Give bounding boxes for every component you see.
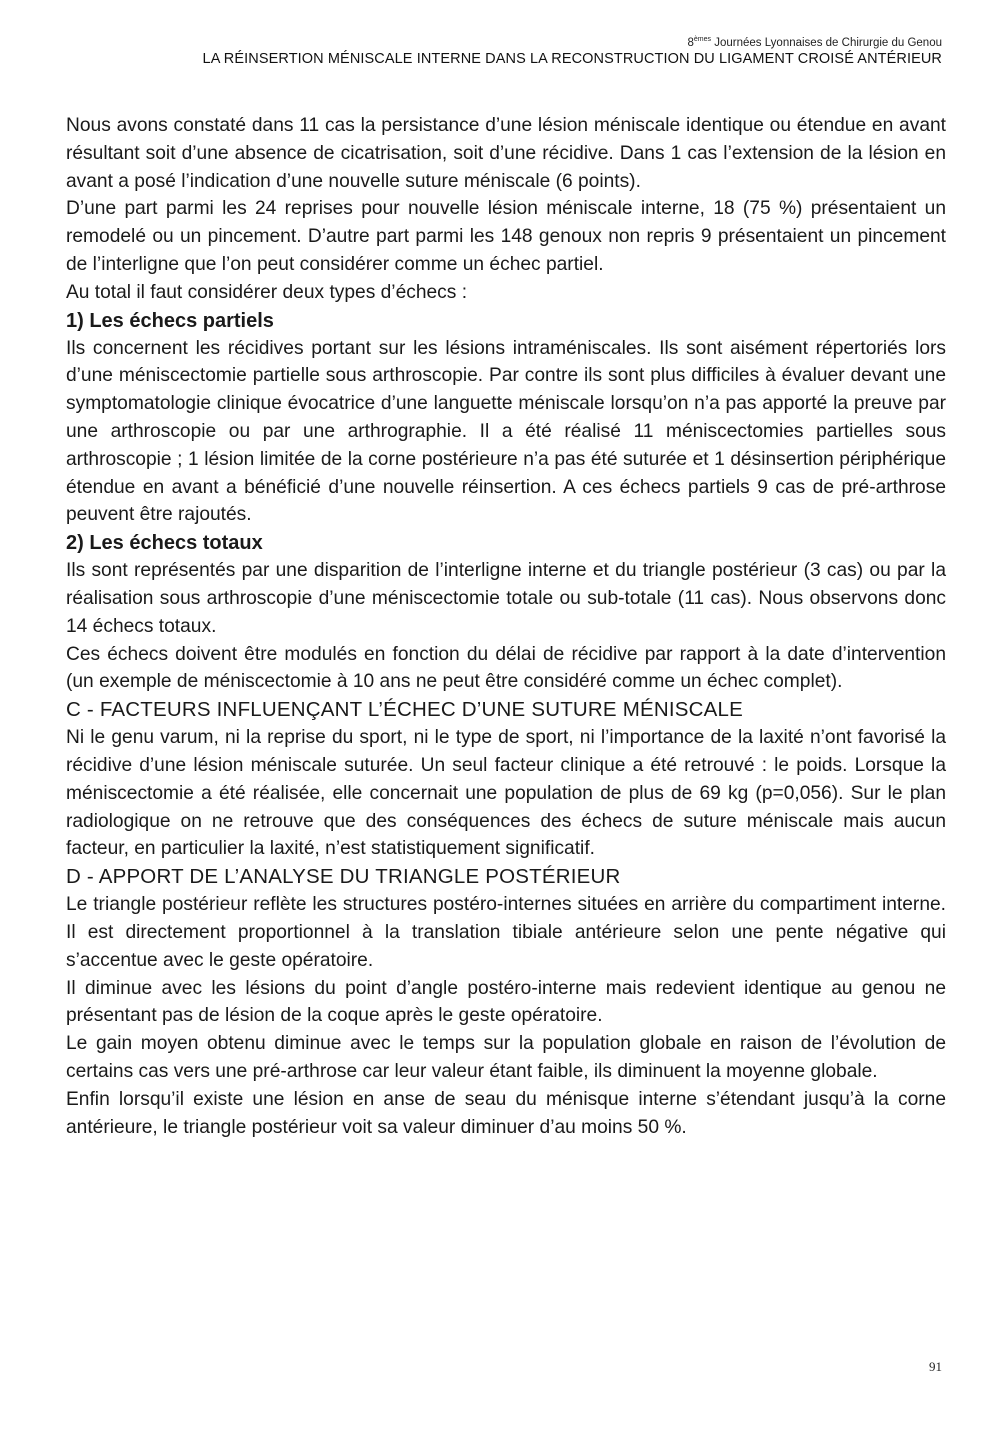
section-title-c: C - FACTEURS INFLUENÇANT L’ÉCHEC D’UNE SUTURE MÉNISCALE [66, 698, 743, 722]
paragraph: Le gain moyen obtenu diminue avec le temps sur la population globale en raison de l’évolution de certains cas vers une pré-arthrose car leur valeur étant faible, ils diminuent la moyenne globale. [66, 1033, 946, 1082]
paragraph: Enfin lorsqu’il existe une lésion en anse de seau du ménisque interne s’étendant jusqu’à la corne antérieure, le triangle postérieur voit sa valeur diminuer d’au moins 50 %. [66, 1088, 946, 1138]
paragraph: Ils sont représentés par une disparition de l’interligne interne et du triangle postérieur (3 cas) ou par la réalisation sous arthroscopie d’une méniscectomie totale ou sub-totale (11 cas). Nous observons donc 14 échecs totaux. [66, 560, 946, 637]
running-header [203, 36, 942, 68]
paragraph: Il diminue avec les lésions du point d’angle postéro-interne mais redevient identique au genou ne présentant pas de lésion de la coque après le geste opératoire. [66, 977, 946, 1027]
journal-line [203, 36, 942, 50]
subheading-total-failures: 2) Les échecs totaux [66, 532, 263, 555]
body-text [66, 112, 946, 1141]
edition-suffix: èmes [693, 36, 711, 44]
paragraph: Ces échecs doivent être modulés en fonction du délai de récidive par rapport à la date d’intervention (un exemple de méniscectomie à 10 ans ne peut être considéré comme un échec complet). [66, 643, 946, 693]
paragraph: Ils concernent les récidives portant sur les lésions intraméniscales. Ils sont aisément répertoriés lors d’une méniscectomie partielle sous arthroscopie. Par contre ils sont plus difficiles à évaluer devant une symptomatologie clinique évocatrice d’une languette méniscale lorsqu’on n’a pas apporté la preuve par une arthroscopie ou par une arthrographie. Il a été réalisé 11 méniscectomies partielles sous arthroscopie ; 1 lésion limitée de la corne postérieure n’a pas été suturée et 1 désinsertion périphérique étendue en avant a bénéficié d’une nouvelle réinsertion. A ces échecs partiels 9 cas de pré-arthrose peuvent être rajoutés. [66, 337, 946, 526]
paragraph: Au total il faut considérer deux types d’échecs : [66, 281, 468, 303]
paragraph: Nous avons constaté dans 11 cas la persistance d’une lésion méniscale identique ou étendue en avant résultant soit d’une absence de cicatrisation, soit d’une récidive. Dans 1 cas l’extension de la lésion en avant a posé l’indication d’une nouvelle suture méniscale (6 points). [66, 115, 946, 192]
paragraph: Le triangle postérieur reflète les structures postéro-internes situées en arrière du compartiment interne. Il est directement proportionnel à la translation tibiale antérieure selon une pente négative qui s’accentue avec le geste opératoire. [66, 894, 946, 971]
edition-number: 8 [687, 37, 694, 49]
section-title-d: D - APPORT DE L’ANALYSE DU TRIANGLE POSTÉRIEUR [66, 865, 621, 889]
paragraph: D’une part parmi les 24 reprises pour nouvelle lésion méniscale interne, 18 (75 %) présentaient un remodelé ou un pincement. D’autre part parmi les 148 genoux non repris 9 présentaient un pincement de l’interligne que l’on peut considérer comme un échec partiel. [66, 198, 946, 275]
page-number: 91 [929, 1359, 942, 1374]
article-title: LA RÉINSERTION MÉNISCALE INTERNE DANS LA RECONSTRUCTION DU LIGAMENT CROISÉ ANTÉRIEUR [202, 51, 942, 67]
journal-name: Journées Lyonnaises de Chirurgie du Genou [711, 37, 942, 49]
paragraph: Ni le genu varum, ni la reprise du sport, ni le type de sport, ni l’importance de la laxité n’ont favorisé la récidive d’une lésion méniscale suturée. Un seul facteur clinique a été retrouvé : le poids. Lorsque la méniscectomie a été réalisée, elle concernait une population de plus de 69 kg (p=0,056). Sur le plan radiologique on ne retrouve que des conséquences des échecs de suture méniscale mais aucun facteur, en particulier la laxité, n’est statistiquement significatif. [66, 727, 946, 860]
subheading-partial-failures: 1) Les échecs partiels [66, 309, 274, 332]
